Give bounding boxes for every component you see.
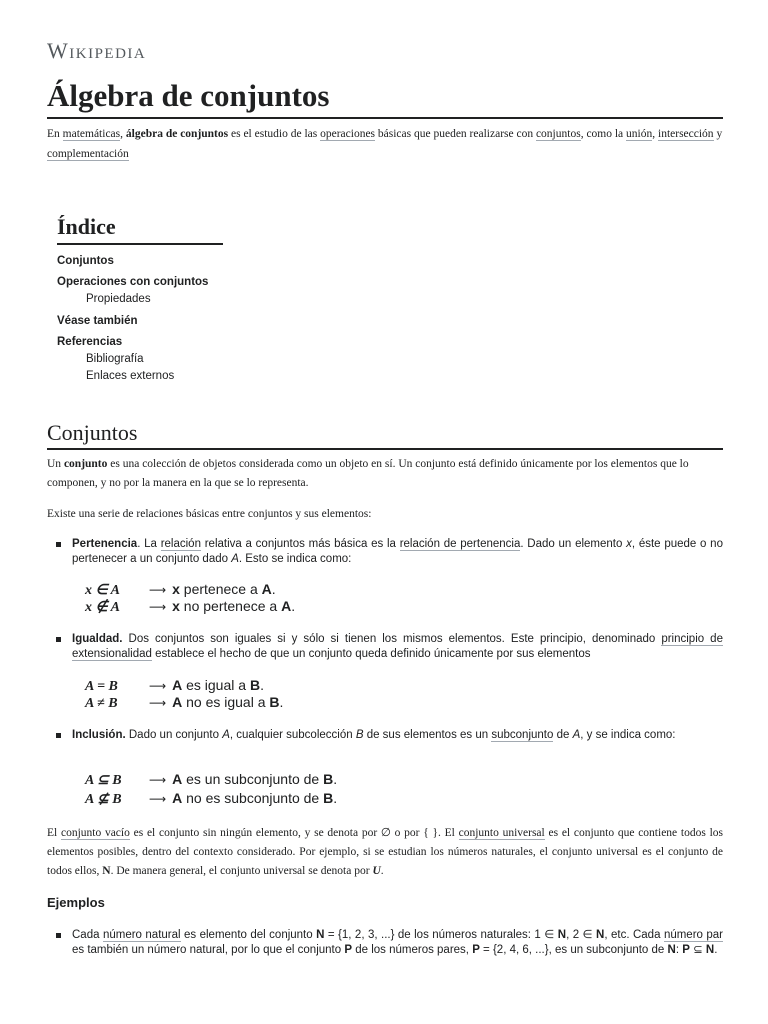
link-numero-par[interactable]: número par [663, 929, 724, 941]
table-of-contents [57, 212, 357, 385]
link-principio-de-extensionalidad[interactable]: principio de extensionalidad [72, 633, 723, 660]
formula-no-igual: A ≠ B ⟶ A no es igual a B. [85, 694, 284, 711]
toc-item-operaciones[interactable]: Operaciones con conjuntos [57, 276, 209, 288]
list-item-ejemplo: Cada número natural es elemento del conjunto N = {1, 2, 3, ...} de los números naturales: 1 ∈ N, 2 ∈ N, etc. Cada número par es también un número natural, por lo que el conjunto P de los números pares, P = {2, 4, 6, ...}, es un subconjunto de N: P ⊆ N. [58, 928, 723, 957]
toc-item-vease-tambien[interactable]: Véase también [57, 315, 138, 327]
bullet [56, 637, 61, 642]
link-interseccion[interactable]: intersección [658, 128, 714, 140]
link-conjunto-universal[interactable]: conjunto universal [458, 827, 545, 839]
link-conjunto-vacio[interactable]: conjunto vacío [60, 827, 130, 839]
formula-igual: A = B ⟶ A es igual a B. [85, 677, 264, 694]
link-subconjunto[interactable]: subconjunto [491, 729, 554, 741]
bullet [56, 542, 61, 547]
paragraph-vacio-universal: El conjunto vacío es el conjunto sin ningún elemento, y se denota por ∅ o por { }. El conjunto universal es el conjunto que contiene todos los elementos posibles, dentro del contexto considerado. Por ejemplo, si se estudian los números naturales, el conjunto universal es el conjunto de todos ellos, N. De manera general, el conjunto universal se denota por U. [47, 827, 723, 877]
toc-item-referencias[interactable]: Referencias [57, 336, 123, 348]
link-relacion-de-pertenencia[interactable]: relación de pertenencia [399, 538, 521, 550]
toc-item-propiedades[interactable]: Propiedades [86, 293, 151, 305]
list-item-pertenencia: Pertenencia. La relación relativa a conjuntos más básica es la relación de pertenencia. Dado un elemento x, éste puede o no pertenecer a un conjunto dado A. Esto se indica como: [58, 537, 723, 566]
wikipedia-wordmark[interactable]: Wikipedia [47, 38, 147, 63]
link-numero-natural[interactable]: número natural [102, 929, 181, 941]
link-complementacion[interactable]: complementación [47, 147, 129, 160]
toc-item-conjuntos[interactable]: Conjuntos [57, 255, 114, 267]
link-matematicas[interactable]: matemáticas [62, 128, 121, 140]
bullet [56, 933, 61, 938]
bullet [56, 733, 61, 738]
formula-subconjunto: A ⊆ B ⟶ A es un subconjunto de B. [85, 771, 338, 788]
formula-no-pertenece: x ∉ A ⟶ x no pertenece a A. [85, 598, 296, 615]
paragraph-relations-intro: Existe una serie de relaciones básicas entre conjuntos y sus elementos: [47, 508, 372, 520]
toc-item-enlaces-externos[interactable]: Enlaces externos [86, 370, 175, 382]
formula-pertenece: x ∈ A ⟶ x pertenece a A. [85, 581, 276, 598]
toc-title: Índice [57, 212, 223, 245]
page-title: Álgebra de conjuntos [47, 76, 723, 119]
list-item-igualdad: Igualdad. Dos conjuntos son iguales si y sólo si tienen los mismos elementos. Este principio, denominado principio de extensionalidad establece el hecho de que un conjunto queda definido únicamente por sus elementos [58, 632, 723, 661]
link-union[interactable]: unión [626, 128, 653, 140]
formula-no-subconjunto: A ⊈ B ⟶ A no es subconjunto de B. [85, 790, 338, 807]
link-relacion[interactable]: relación [160, 538, 201, 550]
paragraph-definition: Un conjunto es una colección de objetos considerada como un objeto en sí. Un conjunto está definido únicamente por los elementos que lo componen, y no por la manera en la que se lo representa. [47, 458, 689, 489]
toc-item-bibliografia[interactable]: Bibliografía [86, 353, 144, 365]
list-item-inclusion: Inclusión. Dado un conjunto A, cualquier subcolección B de sus elementos es un subconjunto de A, y se indica como: [58, 728, 723, 743]
subsection-heading-ejemplos: Ejemplos [47, 895, 105, 910]
link-conjuntos[interactable]: conjuntos [535, 128, 581, 140]
intro-paragraph: En matemáticas, álgebra de conjuntos es el estudio de las operaciones básicas que pueden realizarse con conjuntos, como la unión, intersección y complementación [47, 128, 723, 160]
link-operaciones[interactable]: operaciones [320, 128, 376, 140]
section-heading-conjuntos: Conjuntos [47, 419, 723, 450]
